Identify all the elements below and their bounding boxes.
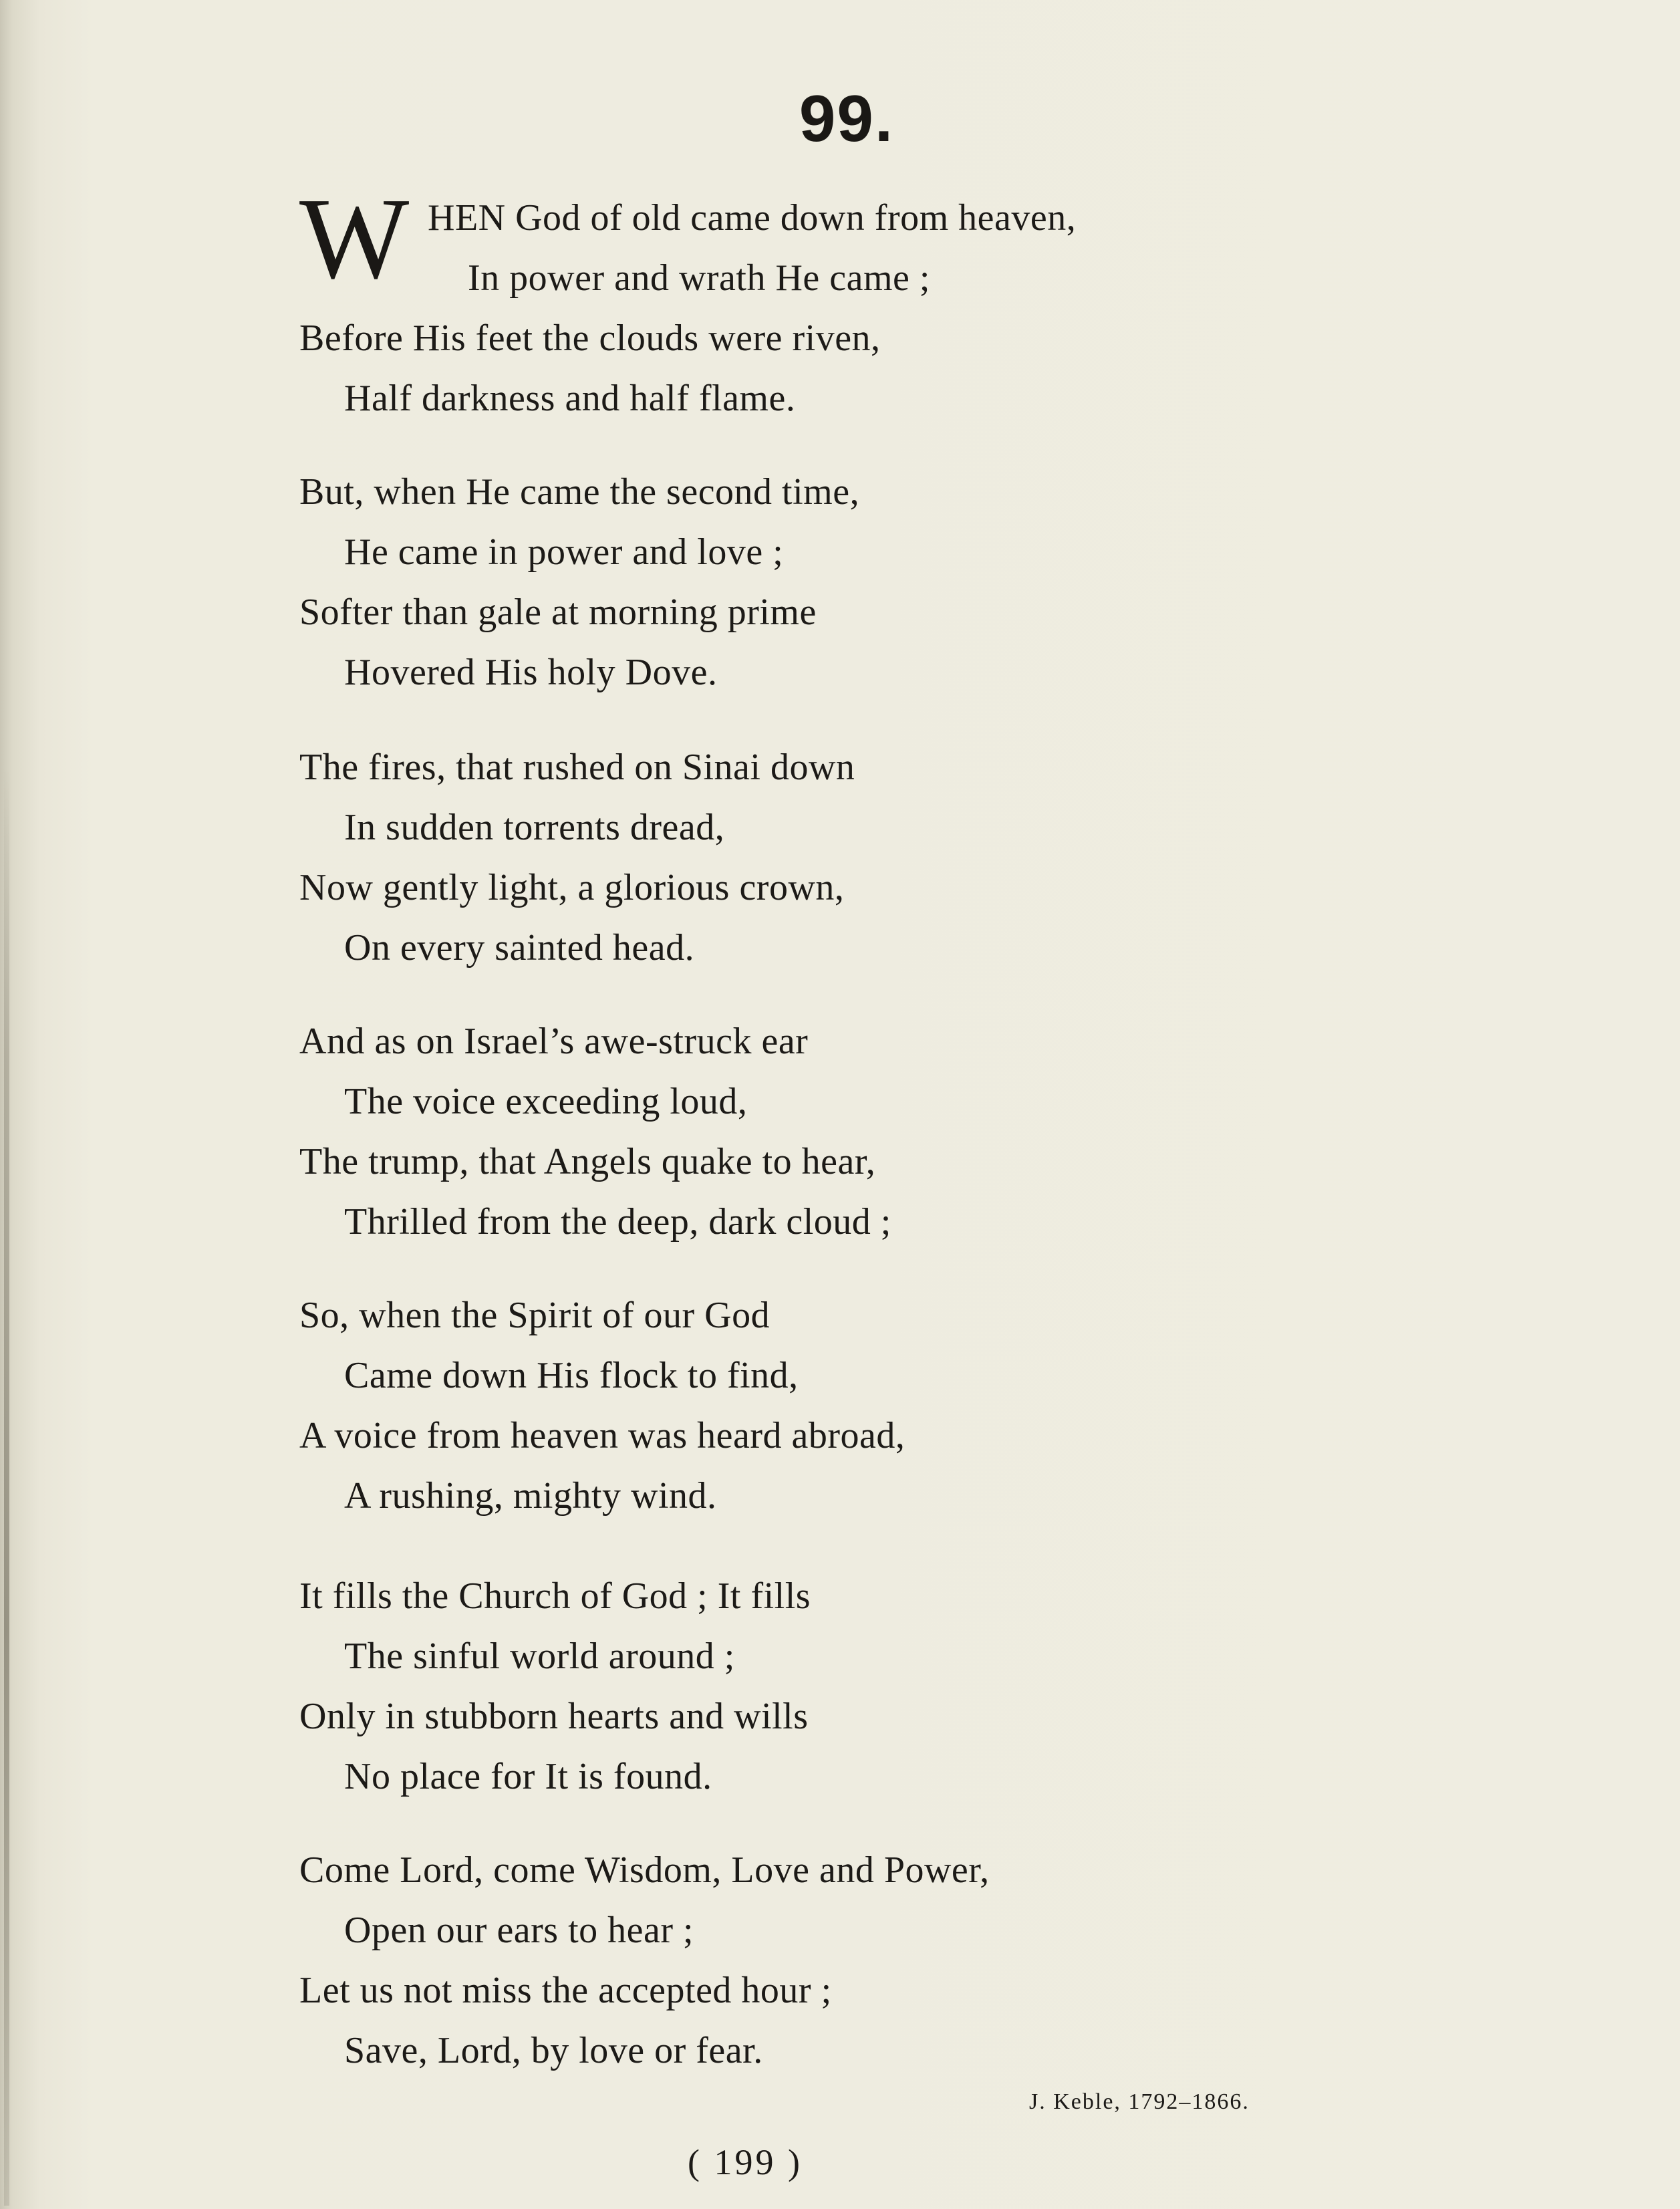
page-binding-edge bbox=[4, 769, 9, 2206]
stanza-7-line-2: Open our ears to hear ; bbox=[344, 1910, 694, 1951]
stanza-2-line-3: Softer than gale at morning prime bbox=[299, 592, 817, 633]
stanza-1-line-3: Before His feet the clouds were riven, bbox=[299, 317, 881, 359]
stanza-3-line-4: On every sainted head. bbox=[344, 927, 695, 968]
stanza-6-line-2: The sinful world around ; bbox=[344, 1636, 735, 1677]
stanza-6-line-1: It fills the Church of God ; It fills bbox=[299, 1575, 811, 1617]
stanza-5-line-2: Came down His flock to find, bbox=[344, 1355, 799, 1396]
stanza-1-line-1: HEN God of old came down from heaven, bbox=[428, 197, 1077, 239]
author-attribution: J. Keble, 1792–1866. bbox=[1029, 2089, 1250, 2114]
stanza-7-line-3: Let us not miss the accepted hour ; bbox=[299, 1970, 832, 2011]
stanza-1-line-4: Half darkness and half flame. bbox=[344, 378, 796, 419]
stanza-4-line-2: The voice exceeding loud, bbox=[344, 1081, 748, 1122]
stanza-3-line-3: Now gently light, a glorious crown, bbox=[299, 867, 845, 908]
stanza-4-line-1: And as on Israel’s awe-struck ear bbox=[299, 1021, 809, 1062]
drop-cap: W bbox=[299, 174, 410, 303]
stanza-3-line-2: In sudden torrents dread, bbox=[344, 807, 725, 848]
stanza-7-line-1: Come Lord, come Wisdom, Love and Power, bbox=[299, 1849, 990, 1891]
stanza-2-line-4: Hovered His holy Dove. bbox=[344, 652, 718, 693]
page-number: ( 199 ) bbox=[688, 2142, 803, 2182]
hymn-number: 99. bbox=[799, 82, 895, 155]
stanza-6-line-3: Only in stubborn hearts and wills bbox=[299, 1696, 809, 1737]
stanza-4-line-4: Thrilled from the deep, dark cloud ; bbox=[344, 1201, 891, 1243]
stanza-5-line-3: A voice from heaven was heard abroad, bbox=[299, 1415, 905, 1456]
stanza-7-line-4: Save, Lord, by love or fear. bbox=[344, 2030, 763, 2071]
stanza-2-line-1: But, when He came the second time, bbox=[299, 471, 860, 513]
stanza-6-line-4: No place for It is found. bbox=[344, 1756, 712, 1797]
stanza-3-line-1: The fires, that rushed on Sinai down bbox=[299, 747, 855, 788]
stanza-5-line-4: A rushing, mighty wind. bbox=[344, 1475, 717, 1517]
stanza-5-line-1: So, when the Spirit of our God bbox=[299, 1295, 771, 1336]
stanza-4-line-3: The trump, that Angels quake to hear, bbox=[299, 1141, 876, 1182]
stanza-2-line-2: He came in power and love ; bbox=[344, 531, 784, 573]
stanza-1-line-2: In power and wrath He came ; bbox=[468, 257, 930, 299]
